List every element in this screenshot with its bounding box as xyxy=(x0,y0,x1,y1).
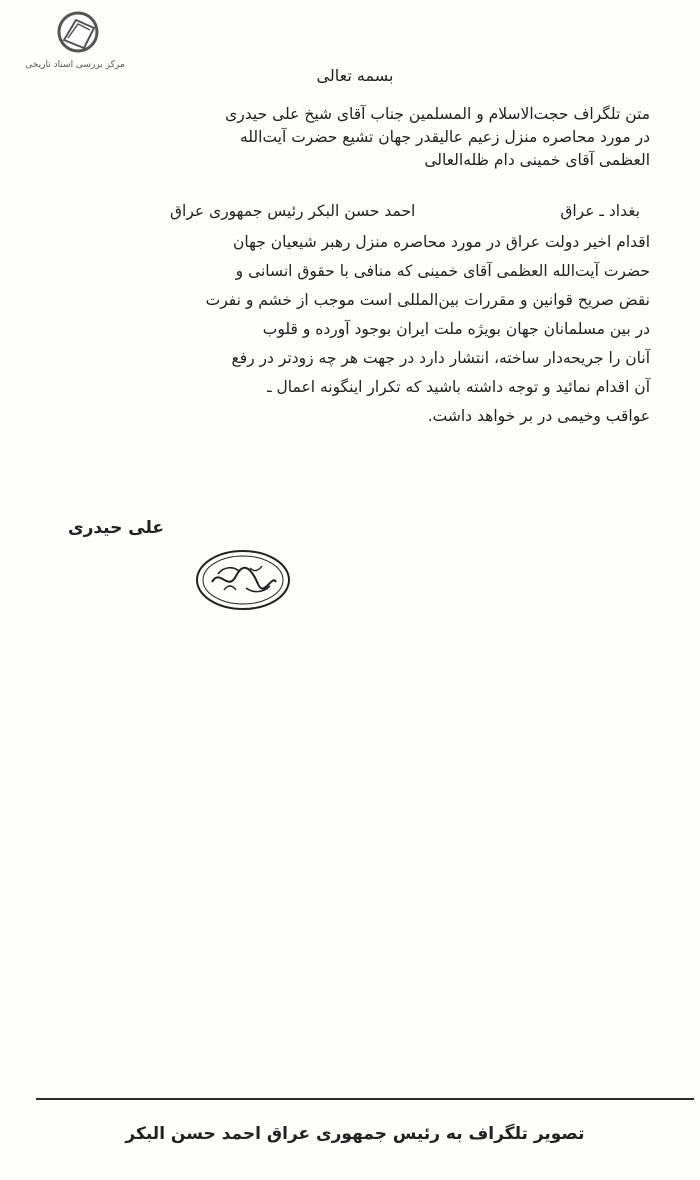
signature: علی حیدری xyxy=(68,518,165,538)
archive-logo-text: مرکز بررسی اسناد تاریخی xyxy=(25,60,125,70)
body-block xyxy=(60,228,650,431)
body-line: در بین مسلمانان جهان بویژه ملت ایران بوجود آورده و قلوب xyxy=(262,320,650,338)
subject-block xyxy=(60,103,650,172)
seal-stamp xyxy=(194,548,292,612)
body-line: اقدام اخیر دولت عراق در مورد محاصره منزل رهبر شیعیان جهان xyxy=(233,233,650,251)
subject-line: در مورد محاصره منزل زعیم عالیقدر جهان تشیع حضرت آیت‌الله xyxy=(239,128,650,146)
archive-logo xyxy=(14,10,136,70)
subject-line: متن تلگراف حجت‌الاسلام و المسلمین جناب آقای شیخ علی حیدری xyxy=(225,105,650,123)
body-line: حضرت آیت‌الله العظمی آقای خمینی که منافی با حقوق انسانی و xyxy=(235,262,650,280)
telegram-document xyxy=(60,66,650,431)
body-line: نقض صریح قوانین و مقررات بین‌المللی است موجب از خشم و نفرت xyxy=(205,291,650,309)
address-city: بغداد ـ عراق xyxy=(560,202,640,220)
document-heading: بسمه تعالی xyxy=(316,66,394,85)
address-line xyxy=(170,200,640,223)
archive-logo-icon xyxy=(50,10,100,58)
image-caption: تصویر تلگراف به رئیس جمهوری عراق احمد حسن البکر xyxy=(125,1124,585,1144)
body-line: عواقب وخیمی در بر خواهد داشت. xyxy=(427,407,650,425)
caption-divider xyxy=(36,1098,694,1100)
address-recipient: احمد حسن البکر رئیس جمهوری عراق xyxy=(170,202,416,220)
subject-line: العظمی آقای خمینی دام ظله‌العالی xyxy=(424,151,650,169)
body-line: آن اقدام نمائید و توجه داشته باشید که تکرار اینگونه اعمال ـ xyxy=(267,378,650,396)
body-line: آنان را جریحه‌دار ساخته، انتشار دارد در جهت هر چه زودتر در رفع xyxy=(231,349,650,367)
